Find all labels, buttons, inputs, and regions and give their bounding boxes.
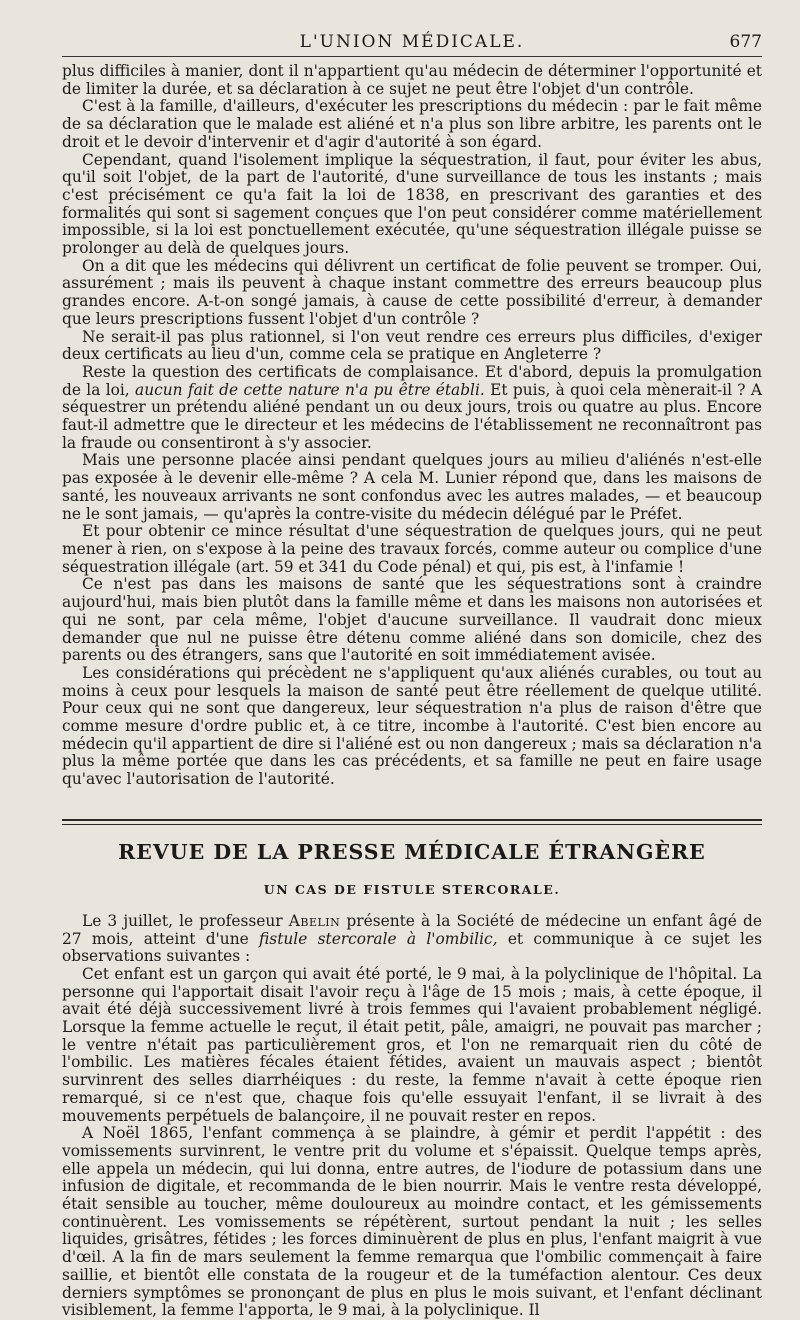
paragraph: [62, 913, 762, 966]
paragraph: Et pour obtenir ce mince résultat d'une séquestration de quelques jours, qui ne peut mener à rien, on s'expose à la peine des travaux forcés, comme auteur ou complice d'une séquestration illégale (art. 59 et 341 du Code pénal) et qui, pis est, à l'infamie !: [62, 522, 762, 576]
paragraph: C'est à la famille, d'ailleurs, d'exécuter les prescriptions du médecin : par le fait même de sa déclaration que le malade est aliéné et n'a plus son libre arbitre, les parents ont le droit et le devoir d'intervenir et d'agir d'autorité à son égard.: [62, 97, 762, 151]
journal-title: L'UNION MÉDICALE.: [299, 32, 525, 52]
section-divider: [62, 819, 762, 825]
paragraph: On a dit que les médecins qui délivrent un certificat de folie peuvent se tromper. Oui, assurément ; mais ils peuvent à chaque instant commettre des erreurs beaucoup plus grandes encore. A-t-on songé jamais, à cause de cette possibilité d'erreur, à demander que leurs prescriptions fussent l'objet d'un contrôle ?: [62, 256, 762, 328]
paragraph: Cependant, quand l'isolement implique la séquestration, il faut, pour éviter les abus, qu'il soit l'objet, de la part de l'autorité, d'une surveillance de tous les instants ; mais c'est précisément ce qu'a fait la loi de 1838, en prescrivant des garanties et des formalités qui sont si sagement conçues que l'on peut considérer comme matériellement impossible, si la loi est ponctuellement exécutée, qu'une séquestration illégale puisse se prolonger au delà de quelques jours.: [62, 150, 762, 258]
paragraph-text: Reste la question des certificats de complaisance. Et d'abord, depuis la promulgation de la loi,: [62, 362, 762, 399]
paragraph: plus difficiles à manier, dont il n'appartient qu'au médecin de déterminer l'opportunité et de limiter la durée, et sa déclaration à ce sujet ne peut être l'objet d'un contrôle.: [62, 62, 762, 98]
paragraph: [62, 364, 762, 453]
article-alienes: [62, 63, 762, 789]
paragraph: Les considérations qui précèdent ne s'appliquent qu'aux aliénés curables, ou tout au moins à ceux pour lesquels la maison de santé peut être réellement de quelque utilité. Pour ceux qui ne sont que dangereux, leur séquestration n'a plus de raison d'être que comme mesure d'ordre public et, à ce titre, incombe à l'autorité. C'est bien encore au médecin qu'il appartient de dire si l'aliéné est ou non dangereux ; mais sa déclaration n'a plus la même portée que dans les cas précédents, et sa famille ne peut en faire usage qu'avec l'autorisation de l'autorité.: [62, 663, 762, 789]
paragraph: Ce n'est pas dans les maisons de santé que les séquestrations sont à craindre aujourd'hui, mais bien plutôt dans la famille même et dans les maisons non autorisées et qui ne sont, par cela même, l'objet d'aucune surveillance. Il vaudrait donc mieux demander que nul ne puisse être détenu comme aliéné dans son domicile, chez des parents ou des étrangers, sans que l'autorité en soit immédiatement avisée.: [62, 575, 762, 665]
paragraph-text: Et puis, à quoi cela mènerait-il ? A séquestrer un prétendu aliéné pendant un ou deux jours, trois ou quatre au plus. Encore faut-il admettre que le directeur et les médecins de l'établissement ne reconnaîtront pas la fraude ou consentiront à s'y associer.: [62, 380, 762, 452]
paragraph: Mais une personne placée ainsi pendant quelques jours au milieu d'aliénés n'est-elle pas exposée à le devenir elle-même ? A cela M. Lunier répond que, dans les maisons de santé, les nouveaux arrivants ne sont confondus avec les autres malades, — et beaucoup ne le sont jamais, — qu'après la contre-visite du médecin délégué par le Préfet.: [62, 451, 762, 523]
author-name: Abelin: [288, 911, 341, 930]
paragraph: A Noël 1865, l'enfant commença à se plaindre, à gémir et perdit l'appétit : des vomissements survinrent, le ventre prit du volume et s'épaissit. Quelque temps après, elle appela un médecin, qui lui donna, entre autres, de l'iodure de potassium dans une infusion de digitale, et recommanda de le bien nourrir. Mais le ventre resta développé, était sensible au toucher, même douloureux au moindre contact, et les gémissements continuèrent. Les vomissements se répétèrent, surtout pendant la nuit ; les selles liquides, grisâtres, fétides ; les forces diminuèrent de plus en plus, l'enfant maigrit à vue d'œil. A la fin de mars seulement la femme remarqua que l'ombilic commençait à faire saillie, et bientôt elle constata de la rougeur et de la tuméfaction alentour. Ces deux derniers symptômes se prononçant de plus en plus le mois suivant, et l'enfant déclinant visiblement, la femme l'apporta, le 9 mai, à la polyclinique. Il: [62, 1124, 762, 1320]
running-header: [62, 30, 762, 57]
page-number: 677: [729, 32, 762, 52]
paragraph-text: Le 3 juillet, le professeur: [82, 911, 283, 930]
paragraph-text: et communique à ce sujet les observations suivantes :: [62, 929, 762, 966]
article-fistule: [62, 913, 762, 1320]
paragraph-text: présente à la Société de médecine un enfant âgé de 27 mois, atteint d'une: [62, 911, 762, 948]
italic-phrase: aucun fait de cette nature n'a pu être établi.: [135, 380, 485, 399]
italic-phrase: fistule stercorale à l'ombilic,: [259, 929, 498, 948]
case-title: UN CAS DE FISTULE STERCORALE.: [263, 881, 561, 897]
paragraph: Cet enfant est un garçon qui avait été porté, le 9 mai, à la polyclinique de l'hôpital. La personne qui l'apportait disait l'avoir reçu à l'âge de 15 mois ; mais, à cette époque, il avait été déjà successivement livré à trois femmes qui l'avaient probablement négligé. Lorsque la femme actuelle le reçut, il était petit, pâle, amaigri, ne pouvait pas marcher ; le ventre n'était pas particulièrement gros, et l'on ne remarquait rien du côté de l'ombilic. Les matières fécales étaient fétides, avaient un mauvais aspect ; bientôt survinrent des selles diarrhéiques : du reste, la femme n'avait à cette époque rien remarqué, si ce n'est que, chaque fois qu'elle essuyait l'enfant, il se livrait à des mouvements perpétuels de balançoire, il ne pouvait rester en repos.: [62, 964, 762, 1125]
section-title: REVUE DE LA PRESSE MÉDICALE ÉTRANGÈRE: [118, 839, 706, 864]
paragraph: Ne serait-il pas plus rationnel, si l'on veut rendre ces erreurs plus difficiles, d'exiger deux certificats au lieu d'un, comme cela se pratique en Angleterre ?: [62, 327, 762, 364]
